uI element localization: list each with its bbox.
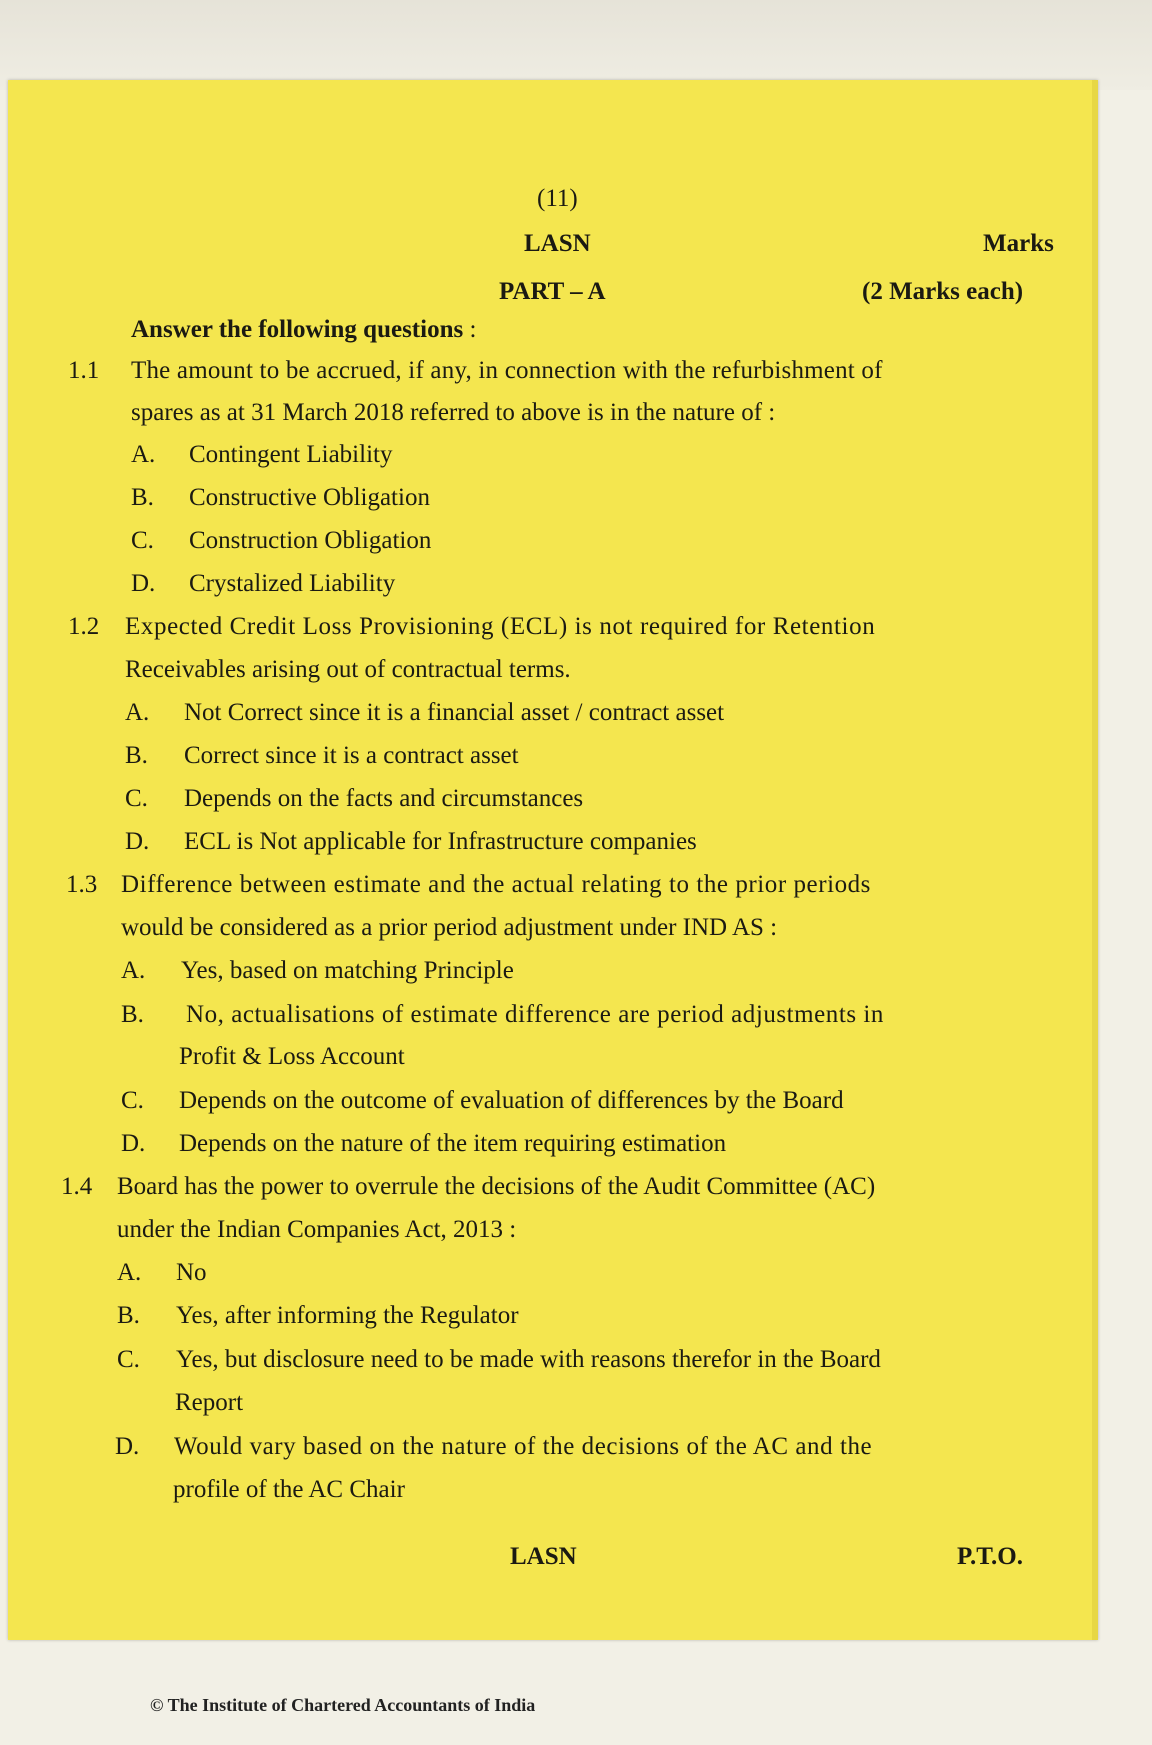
instruction	[131, 316, 476, 344]
question-number: 1.4	[61, 1173, 93, 1200]
option-letter: D.	[121, 1130, 146, 1157]
sheet-edge	[1092, 80, 1098, 1640]
option-text: Yes, after informing the Regulator	[176, 1302, 519, 1329]
option-text: Contingent Liability	[189, 441, 393, 468]
option-letter: A.	[121, 957, 146, 984]
option-text: Depends on the facts and circumstances	[184, 785, 584, 812]
option-letter: B.	[131, 484, 154, 511]
option-letter: C.	[121, 1087, 144, 1114]
option-text: Would vary based on the nature of the decisions of the AC and the	[174, 1433, 873, 1460]
option-letter: A.	[131, 441, 156, 468]
option-text: Report	[175, 1389, 244, 1416]
footer-paper-code: LASN	[510, 1543, 577, 1570]
option-letter: A.	[117, 1259, 142, 1286]
question-text: Board has the power to overrule the decisions of the Audit Committee (AC)	[117, 1173, 876, 1200]
question-text: would be considered as a prior period adjustment under IND AS :	[121, 914, 778, 941]
option-text: Depends on the outcome of evaluation of differences by the Board	[179, 1087, 844, 1114]
yellow-exam-sheet	[8, 80, 1098, 1640]
option-text: Not Correct since it is a financial asset / contract asset	[184, 699, 725, 726]
marks-each: (2 Marks each)	[862, 278, 1024, 305]
question-text: The amount to be accrued, if any, in connection with the refurbishment of	[131, 357, 883, 384]
option-letter: B.	[117, 1302, 140, 1329]
question-text: Expected Credit Loss Provisioning (ECL) is not required for Retention	[125, 613, 876, 640]
option-text: Construction Obligation	[189, 527, 432, 554]
option-text: Yes, based on matching Principle	[181, 957, 514, 984]
part-heading: PART – A	[499, 278, 606, 305]
option-text: profile of the AC Chair	[173, 1476, 405, 1503]
option-text: No	[176, 1259, 207, 1286]
option-letter: C.	[131, 527, 154, 554]
question-text: spares as at 31 March 2018 referred to above is in the nature of :	[131, 399, 776, 426]
option-text: Depends on the nature of the item requiring estimation	[179, 1130, 727, 1157]
question-text: under the Indian Companies Act, 2013 :	[117, 1216, 517, 1243]
option-text: Yes, but disclosure need to be made with reasons therefor in the Board	[176, 1346, 881, 1373]
option-text: Crystalized Liability	[189, 570, 396, 597]
question-text: Difference between estimate and the actual relating to the prior periods	[121, 871, 871, 898]
option-text: No, actualisations of estimate difference are period adjustments in	[186, 1001, 884, 1028]
question-number: 1.1	[68, 357, 100, 384]
option-letter: C.	[117, 1346, 140, 1373]
copyright-line: © The Institute of Chartered Accountants of India	[150, 1695, 536, 1715]
option-letter: D.	[115, 1433, 140, 1460]
option-text: Profit & Loss Account	[179, 1043, 405, 1070]
marks-label: Marks	[983, 230, 1054, 257]
option-text: Constructive Obligation	[189, 484, 430, 511]
option-letter: B.	[125, 742, 148, 769]
question-text: Receivables arising out of contractual terms.	[125, 656, 571, 683]
scan-background	[0, 0, 1152, 90]
instruction-colon: :	[469, 316, 477, 343]
footer-pto: P.T.O.	[957, 1543, 1023, 1570]
option-letter: C.	[125, 785, 148, 812]
page-number: (11)	[537, 185, 578, 212]
question-number: 1.3	[66, 871, 98, 898]
option-text: Correct since it is a contract asset	[184, 742, 519, 769]
paper-code: LASN	[524, 230, 591, 257]
question-number: 1.2	[68, 613, 100, 640]
option-letter: D.	[125, 828, 150, 855]
option-letter: D.	[131, 570, 156, 597]
option-letter: B.	[121, 1001, 144, 1028]
option-letter: A.	[125, 699, 150, 726]
instruction-text: Answer the following questions	[131, 316, 464, 343]
option-text: ECL is Not applicable for Infrastructure companies	[184, 828, 697, 855]
